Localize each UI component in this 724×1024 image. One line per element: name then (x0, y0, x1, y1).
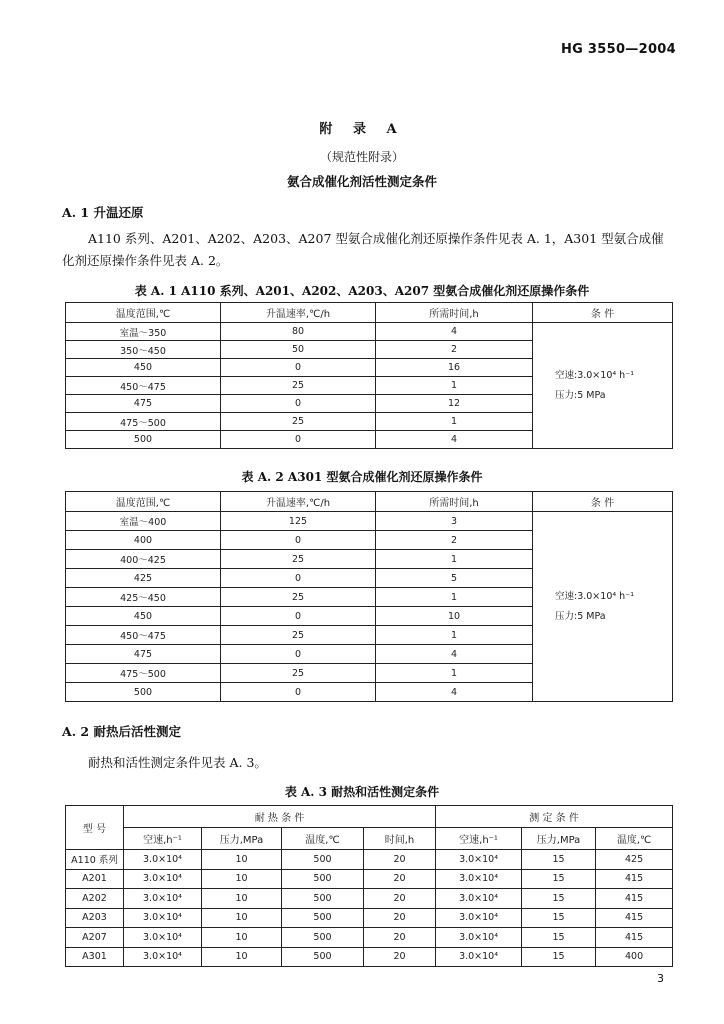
column-subheader: 空速,h⁻¹ (124, 828, 202, 850)
table-cell: 0 (221, 683, 376, 702)
column-subheader: 压力,MPa (522, 828, 596, 850)
condition-line: 空速:3.0×10⁴ h⁻¹ (555, 590, 635, 602)
table-cell: 425 (596, 850, 673, 870)
table-cell: 4 (376, 645, 533, 664)
column-header: 所需时间,h (376, 492, 533, 512)
table-cell: 3.0×10⁴ (436, 889, 522, 909)
table-cell: 500 (66, 683, 221, 702)
table-header-row (66, 492, 673, 512)
table-header-row (66, 303, 673, 323)
table-cell: 3.0×10⁴ (124, 889, 202, 909)
table-cell: 400 (66, 531, 221, 550)
column-header: 温度范围,℃ (66, 303, 221, 323)
table-cell: 10 (202, 869, 282, 889)
table-row (66, 323, 673, 341)
table-cell: 500 (66, 431, 221, 449)
table-a2-caption: 表 A. 2 A301 型氨合成催化剂还原操作条件 (241, 470, 483, 484)
table-cell: 16 (376, 359, 533, 377)
table-cell: 0 (221, 569, 376, 588)
table-cell: 4 (376, 683, 533, 702)
table-cell: A207 (66, 928, 124, 948)
table-row (66, 850, 673, 870)
table-cell: 415 (596, 869, 673, 889)
page-number: 3 (657, 972, 664, 985)
table-cell: 425 (66, 569, 221, 588)
table-cell: 415 (596, 928, 673, 948)
column-header: 条 件 (533, 492, 673, 512)
table-cell: 3.0×10⁴ (436, 908, 522, 928)
table-cell: 3 (376, 512, 533, 531)
table-cell: 350～450 (66, 341, 221, 359)
table-cell: 25 (221, 664, 376, 683)
condition-line: 空速:3.0×10⁴ h⁻¹ (555, 369, 635, 381)
table-cell: 475～500 (66, 413, 221, 431)
table-cell: A110 系列 (66, 850, 124, 870)
table-cell: 500 (282, 947, 364, 967)
table-cell: A203 (66, 908, 124, 928)
table-cell: 475 (66, 645, 221, 664)
table-cell: 0 (221, 645, 376, 664)
table-cell: 415 (596, 908, 673, 928)
table-row (66, 908, 673, 928)
column-subheader: 时间,h (364, 828, 436, 850)
table-cell: 0 (221, 607, 376, 626)
table-cell: 10 (202, 928, 282, 948)
table-cell: 50 (221, 341, 376, 359)
column-header: 所需时间,h (376, 303, 533, 323)
column-subheader: 空速,h⁻¹ (436, 828, 522, 850)
column-header: 温度范围,℃ (66, 492, 221, 512)
table-cell: 12 (376, 395, 533, 413)
table-cell: 25 (221, 377, 376, 395)
table-a1-caption: 表 A. 1 A110 系列、A201、A202、A203、A207 型氨合成催化剂还原操作条件 (134, 284, 590, 298)
table-cell: 3.0×10⁴ (436, 947, 522, 967)
table-cell: 15 (522, 928, 596, 948)
condition-line: 压力:5 MPa (555, 610, 606, 622)
table-cell: 3.0×10⁴ (436, 928, 522, 948)
table-cell: 20 (364, 908, 436, 928)
table-a3 (65, 805, 673, 967)
table-cell: 450～475 (66, 626, 221, 645)
table-cell: 1 (376, 413, 533, 431)
table-a1 (65, 302, 673, 449)
table-cell: 20 (364, 869, 436, 889)
table-cell: 3.0×10⁴ (124, 928, 202, 948)
table-cell: 500 (282, 850, 364, 870)
table-row (66, 512, 673, 531)
standard-code: HG 3550—2004 (560, 42, 676, 57)
table-cell: 1 (376, 377, 533, 395)
table-cell: 3.0×10⁴ (436, 850, 522, 870)
table-cell: 125 (221, 512, 376, 531)
column-header: 条 件 (533, 303, 673, 323)
table-cell: 20 (364, 947, 436, 967)
table-cell: 2 (376, 531, 533, 550)
section-a2-heading: A. 2 耐热后活性测定 (62, 724, 181, 739)
condition-line: 压力:5 MPa (555, 389, 606, 401)
table-cell: 500 (282, 869, 364, 889)
column-header: 升温速率,℃/h (221, 492, 376, 512)
table-row (66, 928, 673, 948)
annex-subject-title: 氨合成催化剂活性测定条件 (286, 174, 437, 189)
table-cell: A301 (66, 947, 124, 967)
table-a3-test-group-header: 测 定 条 件 (436, 806, 673, 828)
table-cell: 1 (376, 626, 533, 645)
table-row (66, 869, 673, 889)
table-cell: 10 (376, 607, 533, 626)
table-cell: 25 (221, 626, 376, 645)
table-cell: 475～500 (66, 664, 221, 683)
table-a3-caption: 表 A. 3 耐热和活性测定条件 (284, 785, 440, 799)
table-cell: 10 (202, 947, 282, 967)
table-cell: 0 (221, 359, 376, 377)
annex-title: 附 录 A (319, 122, 405, 137)
table-row (66, 947, 673, 967)
table-cell: 475 (66, 395, 221, 413)
table-cell: 20 (364, 928, 436, 948)
table-cell: 0 (221, 395, 376, 413)
section-a2-paragraph: 耐热和活性测定条件见表 A. 3。 (88, 755, 267, 770)
table-cell: 425～450 (66, 588, 221, 607)
section-a1-paragraph: A110 系列、A201、A202、A203、A207 型氨合成催化剂还原操作条件见表 A. 1，A301 型氨合成催化剂还原操作条件见表 A. 2。 (62, 231, 664, 268)
conditions-cell (533, 512, 673, 702)
table-cell: 500 (282, 889, 364, 909)
table-cell: 20 (364, 850, 436, 870)
table-cell: 3.0×10⁴ (124, 850, 202, 870)
table-cell: 2 (376, 341, 533, 359)
table-cell: 3.0×10⁴ (124, 947, 202, 967)
table-row (66, 889, 673, 909)
table-cell: 3.0×10⁴ (124, 869, 202, 889)
table-a2 (65, 491, 673, 702)
table-cell: 3.0×10⁴ (436, 869, 522, 889)
annex-normative-label: （规范性附录） (319, 150, 404, 164)
table-cell: 15 (522, 889, 596, 909)
table-cell: 4 (376, 323, 533, 341)
table-cell: A202 (66, 889, 124, 909)
table-cell: 15 (522, 947, 596, 967)
table-cell: 5 (376, 569, 533, 588)
table-cell: 1 (376, 664, 533, 683)
table-cell: 15 (522, 869, 596, 889)
column-subheader: 温度,℃ (282, 828, 364, 850)
table-cell: 25 (221, 413, 376, 431)
table-cell: 0 (221, 531, 376, 550)
conditions-cell (533, 323, 673, 449)
table-cell: 1 (376, 550, 533, 569)
table-cell: 415 (596, 889, 673, 909)
table-cell: 室温～350 (66, 323, 221, 341)
table-cell: 450 (66, 359, 221, 377)
table-cell: 450～475 (66, 377, 221, 395)
column-header: 升温速率,℃/h (221, 303, 376, 323)
table-cell: 15 (522, 908, 596, 928)
section-a1-heading: A. 1 升温还原 (62, 205, 144, 220)
table-cell: 500 (282, 928, 364, 948)
table-cell: 1 (376, 588, 533, 607)
table-cell: 室温～400 (66, 512, 221, 531)
table-cell: A201 (66, 869, 124, 889)
table-cell: 3.0×10⁴ (124, 908, 202, 928)
table-cell: 0 (221, 431, 376, 449)
table-cell: 25 (221, 588, 376, 607)
table-cell: 10 (202, 850, 282, 870)
table-cell: 20 (364, 889, 436, 909)
table-a3-heat-group-header: 耐 热 条 件 (124, 806, 436, 828)
column-subheader: 温度,℃ (596, 828, 673, 850)
table-cell: 450 (66, 607, 221, 626)
table-cell: 80 (221, 323, 376, 341)
table-cell: 25 (221, 550, 376, 569)
table-cell: 10 (202, 889, 282, 909)
table-cell: 4 (376, 431, 533, 449)
table-cell: 15 (522, 850, 596, 870)
table-cell: 500 (282, 908, 364, 928)
table-cell: 10 (202, 908, 282, 928)
table-cell: 400～425 (66, 550, 221, 569)
table-cell: 400 (596, 947, 673, 967)
table-a3-type-header: 型 号 (66, 806, 124, 850)
column-subheader: 压力,MPa (202, 828, 282, 850)
